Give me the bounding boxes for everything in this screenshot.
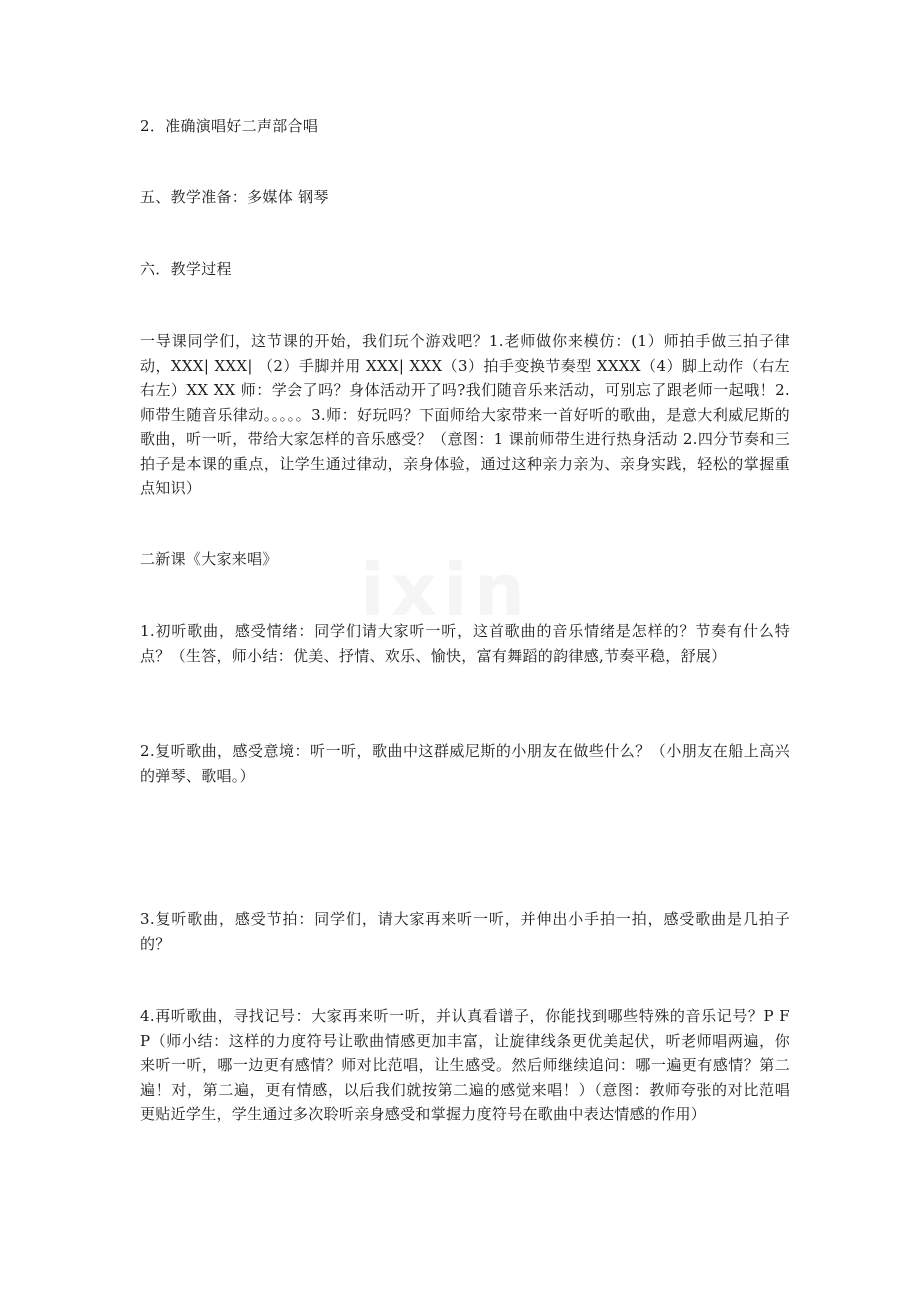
intro-paragraph: 一导课同学们，这节课的开始，我们玩个游戏吧？1.老师做你来模仿：(1）师拍手做三拍子律动，XXX| XXX| （2）手脚并用 XXX| XXX（3）拍手变换节奏型 XXXX（4）脚上动作（右左右左）XX XX 师：学会了吗？身体活动开了吗?我们随音乐来活动，可别忘了跟老师一起哦！2.师带生随音乐律动。。。。。3.师：好玩吗？下面师给大家带来一首好听的歌曲，是意大利威尼斯的歌曲，听一听，带给大家怎样的音乐感受？（意图：1 课前师带生进行热身活动 2.四分节奏和三拍子是本课的重点，让学生通过律动，亲身体验，通过这种亲力亲为、亲身实践，轻松的掌握重点知识）: [140, 332, 790, 497]
step-2-paragraph: 2.复听歌曲，感受意境：听一听，歌曲中这群威尼斯的小朋友在做些什么？（小朋友在船上高兴的弹琴、歌唱。）: [140, 742, 790, 785]
new-lesson-heading: 二新课《大家来唱》: [140, 550, 278, 568]
step-3-paragraph: 3.复听歌曲，感受节拍：同学们，请大家再来听一听，并伸出小手拍一拍，感受歌曲是几拍子的？: [140, 910, 790, 953]
objective-2: 2．准确演唱好二声部合唱: [140, 117, 319, 135]
section-6-heading: 六．教学过程: [140, 260, 232, 278]
step-1-paragraph: 1.初听歌曲，感受情绪：同学们请大家听一听，这首歌曲的音乐情绪是怎样的？节奏有什么特点？（生答，师小结：优美、抒情、欢乐、愉快，富有舞蹈的韵律感,节奏平稳，舒展）: [140, 622, 790, 665]
section-5-heading: 五、教学准备：多媒体 钢琴: [140, 188, 329, 206]
step-4-paragraph: 4.再听歌曲，寻找记号：大家再来听一听，并认真看谱子，你能找到哪些特殊的音乐记号？P F P（师小结：这样的力度符号让歌曲情感更加丰富，让旋律线条更优美起伏，听老师唱两遍，你来听一听，哪一边更有感情？师对比范唱，让生感受。然后师继续追问：哪一遍更有感情？第二遍！对，第二遍，更有情感，以后我们就按第二遍的感觉来唱！）（意图：教师夸张的对比范唱更贴近学生，学生通过多次聆听亲身感受和掌握力度符号在歌曲中表达情感的作用）: [140, 1007, 790, 1123]
